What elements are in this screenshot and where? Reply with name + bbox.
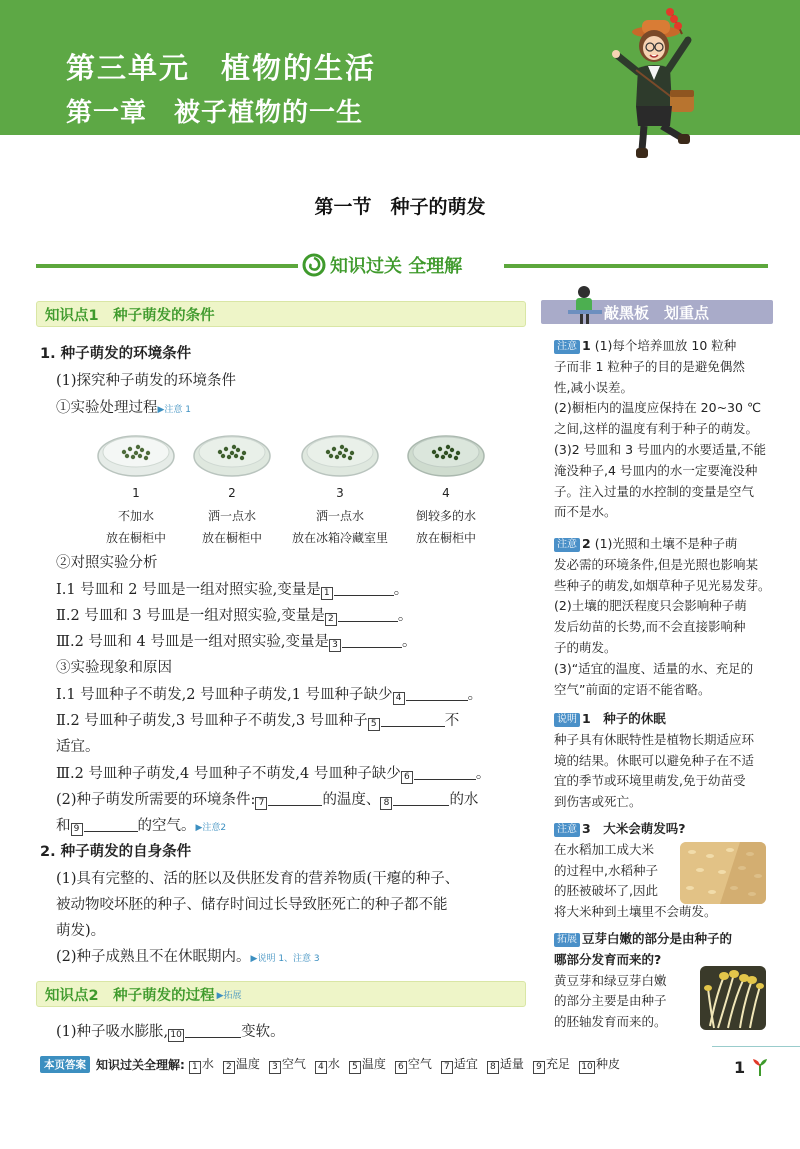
observation-line-1-text: Ⅰ.1 号皿种子不萌发,2 号皿种子萌发,1 号皿种子缺少: [56, 687, 393, 703]
kp1-header: [36, 301, 526, 327]
answer-number: 2: [223, 1061, 235, 1074]
dish-2-number: 2: [228, 486, 236, 500]
blank-number: 9: [71, 823, 83, 836]
period: 。: [467, 687, 483, 703]
environment-conditions-cont: [56, 816, 226, 838]
note-1-line: 淹没种子,4 号皿内的水一定要淹没种: [554, 462, 758, 478]
answer-text: 水: [327, 1056, 340, 1071]
kp1-s2-line4: [56, 947, 320, 969]
period: 。: [397, 608, 413, 624]
knowledge-bar: [302, 250, 502, 280]
observation-line-3-text: Ⅲ.2 号皿种子萌发,4 号皿种子不萌发,4 号皿种子缺少: [56, 766, 401, 782]
answer-bar: [40, 1054, 720, 1074]
blank-number: 4: [393, 692, 405, 705]
chapter-title: 第一章 被子植物的一生: [66, 98, 364, 128]
kp1-s1-title: 1. 种子萌发的环境条件: [40, 346, 192, 362]
observation-line-2-text: Ⅱ.2 号皿种子萌发,3 号皿种子不萌发,3 号皿种子: [56, 713, 368, 729]
divider-left: [36, 264, 298, 268]
environment-conditions: [56, 790, 478, 810]
explanation-1-line: 种子具有休眠特性是植物长期适应环: [554, 731, 755, 747]
answer-text: 充足: [545, 1056, 570, 1071]
note-ref-tag: ▶注意2: [195, 823, 227, 833]
explanation-1-num: 1: [582, 711, 591, 726]
sprout-icon: [750, 1056, 770, 1078]
answer-number: 6: [395, 1061, 407, 1074]
kp1-s1-step1: [56, 398, 191, 420]
note-1-line: (2)橱柜内的温度应保持在 20~30 ℃: [554, 400, 761, 416]
note-2-line: 发必需的环境条件,但是光照也影响某: [554, 556, 758, 572]
analysis-line-3-text: Ⅲ.2 号皿和 4 号皿是一组对照实验,变量是: [56, 634, 329, 650]
knowledge-bar-title: 知识过关 全理解: [330, 256, 463, 277]
answer-blank: [342, 632, 402, 648]
kp1-s2-line3: 萌发)。: [56, 923, 106, 939]
answer-blank: [393, 790, 449, 806]
note-3-line: 的胚被破坏了,因此: [554, 883, 658, 899]
page-number: 1: [734, 1058, 746, 1077]
dish-2-label-2: 放在橱柜中: [201, 531, 262, 545]
dish-1-label-2: 放在橱柜中: [105, 531, 166, 545]
kp1-s1-step2: ②对照实验分析: [56, 555, 158, 571]
analysis-line-2: [56, 606, 412, 626]
dish-2-label-1: 洒一点水: [207, 509, 256, 523]
kp1-s2-line4-text: (2)种子成熟且不在休眠期内。: [56, 949, 251, 965]
answer-text: 适宜: [453, 1056, 478, 1071]
answer-item: [579, 1055, 620, 1074]
answer-number: 10: [579, 1061, 595, 1074]
extension-line: 的胚轴发育而来的。: [554, 1014, 667, 1030]
blank-number: 5: [368, 718, 380, 731]
blank-number: 6: [401, 771, 413, 784]
answer-text: 种皮: [595, 1056, 620, 1071]
kp1-s2-title: 2. 种子萌发的自身条件: [40, 844, 192, 860]
note-3-num: 3: [582, 821, 591, 836]
answer-number: 1: [189, 1061, 201, 1074]
note-1-line: (3)2 号皿和 3 号皿内的水要适量,不能: [554, 441, 767, 457]
swirl-icon: [302, 253, 326, 277]
note-ref-tag: ▶拓展: [216, 990, 242, 1001]
note-ref-tag: ▶说明 1、注意 3: [250, 954, 320, 964]
answer-number: 8: [487, 1061, 499, 1074]
answer-blank: [381, 711, 445, 727]
kp1-s1-step1-text: ①实验处理过程: [56, 400, 158, 416]
unit-title: 第三单元 植物的生活: [66, 51, 377, 85]
note-ref-tag: ▶注意 1: [157, 405, 192, 415]
env-text-b: 的温度、: [322, 792, 381, 808]
kp2-line1-text: (1)种子吸水膨胀,: [56, 1024, 169, 1040]
extension-title-1: 豆芽白嫩的部分是由种子的: [582, 931, 733, 946]
dish-3-label-2: 放在冰箱冷藏室里: [291, 531, 388, 545]
answer-item: [533, 1055, 570, 1074]
dish-4-number: 4: [442, 486, 450, 500]
note-1-line: 性,减小误差。: [554, 379, 633, 395]
note-2-line: (3)“适宜的温度、适量的水、充足的: [554, 660, 754, 676]
note-2-line: (2)土壤的肥沃程度只会影响种子萌: [554, 598, 747, 614]
analysis-line-1-text: Ⅰ.1 号皿和 2 号皿是一组对照实验,变量是: [56, 582, 321, 598]
answer-number: 5: [349, 1061, 361, 1074]
dish-3-label-1: 洒一点水: [315, 509, 364, 523]
answer-blank: [84, 816, 138, 832]
kp2-line1: [56, 1022, 285, 1042]
observation-line-3: [56, 764, 490, 784]
rice-grains-photo: [680, 842, 766, 904]
kp2-header: [36, 981, 526, 1007]
note-badge: 注意: [554, 340, 580, 354]
note-2-line-1: [554, 534, 770, 555]
note-1-text: (1)每个培养皿放 10 粒种: [594, 338, 737, 353]
analysis-line-3: [56, 632, 416, 652]
note-1-line-1: [554, 336, 766, 357]
kp1-s1-step3: ③实验现象和原因: [56, 660, 172, 676]
answer-item: [223, 1055, 260, 1074]
answer-item: [487, 1055, 524, 1074]
extension-line: 黄豆芽和绿豆芽白嫩: [554, 972, 667, 988]
note-1-line: 之间,这样的温度有利于种子的萌发。: [554, 421, 758, 437]
explanation-1: [554, 709, 754, 813]
blank-number: 3: [329, 639, 341, 652]
teacher-icon: [566, 284, 606, 326]
kp1-header-text: 知识点1 种子萌发的条件: [45, 307, 215, 324]
note-badge: 注意: [554, 538, 580, 552]
answer-item: [269, 1055, 306, 1074]
blank-number: 8: [380, 797, 392, 810]
answer-text: 空气: [281, 1056, 306, 1071]
answer-blank: [185, 1022, 241, 1038]
dish-1-number: 1: [132, 486, 140, 500]
env-text-e: 的空气。: [137, 818, 196, 834]
period: 。: [475, 766, 491, 782]
kp2-line1-tail: 变软。: [241, 1024, 285, 1040]
kp1-s1-sub1: (1)探究种子萌发的环境条件: [56, 373, 237, 389]
observation-line-2: [56, 711, 459, 731]
dish-4-label-1: 倒较多的水: [415, 509, 476, 523]
note-2: [554, 534, 770, 700]
petri-dish-3: [300, 426, 380, 480]
answer-text: 水: [201, 1056, 214, 1071]
answer-text: 温度: [361, 1056, 386, 1071]
kp1-s2-line1: (1)具有完整的、活的胚以及供胚发育的营养物质(干瘪的种子、: [56, 871, 460, 887]
note-2-num: 2: [582, 536, 591, 551]
page-number-rule: [712, 1046, 800, 1047]
note-3-title: 大米会萌发吗?: [603, 821, 686, 836]
answer-item: [349, 1055, 386, 1074]
answer-label: 知识过关全理解:: [96, 1057, 185, 1072]
answer-number: 3: [269, 1061, 281, 1074]
dish-3-number: 3: [336, 486, 344, 500]
note-1: [554, 336, 766, 523]
period: 。: [401, 634, 417, 650]
explanation-1-line: 到伤害或死亡。: [554, 794, 642, 810]
petri-dish-4: [406, 426, 486, 480]
env-text-a: (2)种子萌发所需要的环境条件:: [56, 792, 256, 808]
dish-1-label-1: 不加水: [117, 509, 154, 523]
answer-number: 7: [441, 1061, 453, 1074]
answer-number: 4: [315, 1061, 327, 1074]
note-2-line: 发后幼苗的长势,而不会直接影响种: [554, 619, 746, 635]
period: 。: [393, 582, 409, 598]
note-2-line: 空气”前面的定语不能省略。: [554, 681, 711, 697]
blank-number: 1: [321, 587, 333, 600]
env-text-d: 和: [56, 818, 71, 834]
note-3-line: 将大米种到土壤里不会萌发。: [554, 904, 717, 920]
divider-right: [504, 264, 768, 268]
note-2-line: 子的萌发。: [554, 639, 617, 655]
kp2-header-text: 知识点2 种子萌发的过程: [45, 987, 215, 1004]
answer-blank: [338, 606, 398, 622]
analysis-line-1: [56, 580, 408, 600]
env-text-c: 的水: [449, 792, 479, 808]
student-mascot-illustration: [608, 6, 720, 164]
dish-4-label-2: 放在橱柜中: [415, 531, 476, 545]
extension-title-2: 哪部分发育而来的?: [554, 951, 662, 967]
answer-blank: [414, 764, 476, 780]
extension-line: 的部分主要是由种子: [554, 993, 667, 1009]
blank-number: 7: [255, 797, 267, 810]
answer-badge: 本页答案: [40, 1056, 90, 1073]
petri-dish-1: [96, 426, 176, 480]
kp1-s2-line2: 被动物咬坏胚的种子、储存时间过长导致胚死亡的种子都不能: [56, 897, 448, 913]
blank-number: 2: [325, 613, 337, 626]
petri-dish-2: [192, 426, 272, 480]
explanation-badge: 说明: [554, 713, 580, 727]
note-1-line: 子。注入过量的水控制的变量是空气: [554, 483, 755, 499]
answer-item: [441, 1055, 478, 1074]
answer-item: [395, 1055, 432, 1074]
note-2-line: 些种子的萌发,如烟草种子见光易发芽。: [554, 577, 771, 593]
answer-text: 温度: [235, 1056, 260, 1071]
answer-text: 空气: [407, 1056, 432, 1071]
section-title: 第一节 种子的萌发: [314, 196, 486, 218]
answer-number: 9: [533, 1061, 545, 1074]
answer-item: [315, 1055, 340, 1074]
observation-line-1: [56, 685, 482, 705]
answer-text: 适量: [499, 1056, 524, 1071]
answer-blank: [334, 580, 394, 596]
bean-sprouts-photo: [700, 966, 766, 1030]
explanation-1-line: 宜的季节或环境里萌发,免于幼苗受: [554, 773, 746, 789]
explanation-1-title-line: [554, 709, 754, 730]
note-2-text: (1)光照和土壤不是种子萌: [594, 536, 738, 551]
note-1-line: 而不是水。: [554, 504, 617, 520]
extension-badge: 拓展: [554, 933, 580, 947]
note-1-line: 子而非 1 粒种子的目的是避免偶然: [554, 358, 745, 374]
note-3-title-line: [554, 819, 717, 840]
extension-title-line-1: [554, 929, 732, 950]
note-1-num: 1: [582, 338, 591, 353]
answer-item: [189, 1055, 214, 1074]
key-points-title: 敲黑板 划重点: [604, 304, 710, 322]
observation-line-2-cont: 适宜。: [56, 739, 100, 755]
answer-blank: [406, 685, 468, 701]
analysis-line-2-text: Ⅱ.2 号皿和 3 号皿是一组对照实验,变量是: [56, 608, 325, 624]
note-3-line: 的过程中,水稻种子: [554, 862, 658, 878]
note-badge: 注意: [554, 823, 580, 837]
observation-line-2-tail: 不: [444, 713, 460, 729]
explanation-1-line: 境的结果。休眠可以避免种子在不适: [554, 752, 755, 768]
answer-blank: [268, 790, 322, 806]
explanation-1-title: 种子的休眠: [603, 711, 666, 726]
blank-number: 10: [168, 1029, 184, 1042]
note-3-line: 在水稻加工成大米: [554, 841, 655, 857]
